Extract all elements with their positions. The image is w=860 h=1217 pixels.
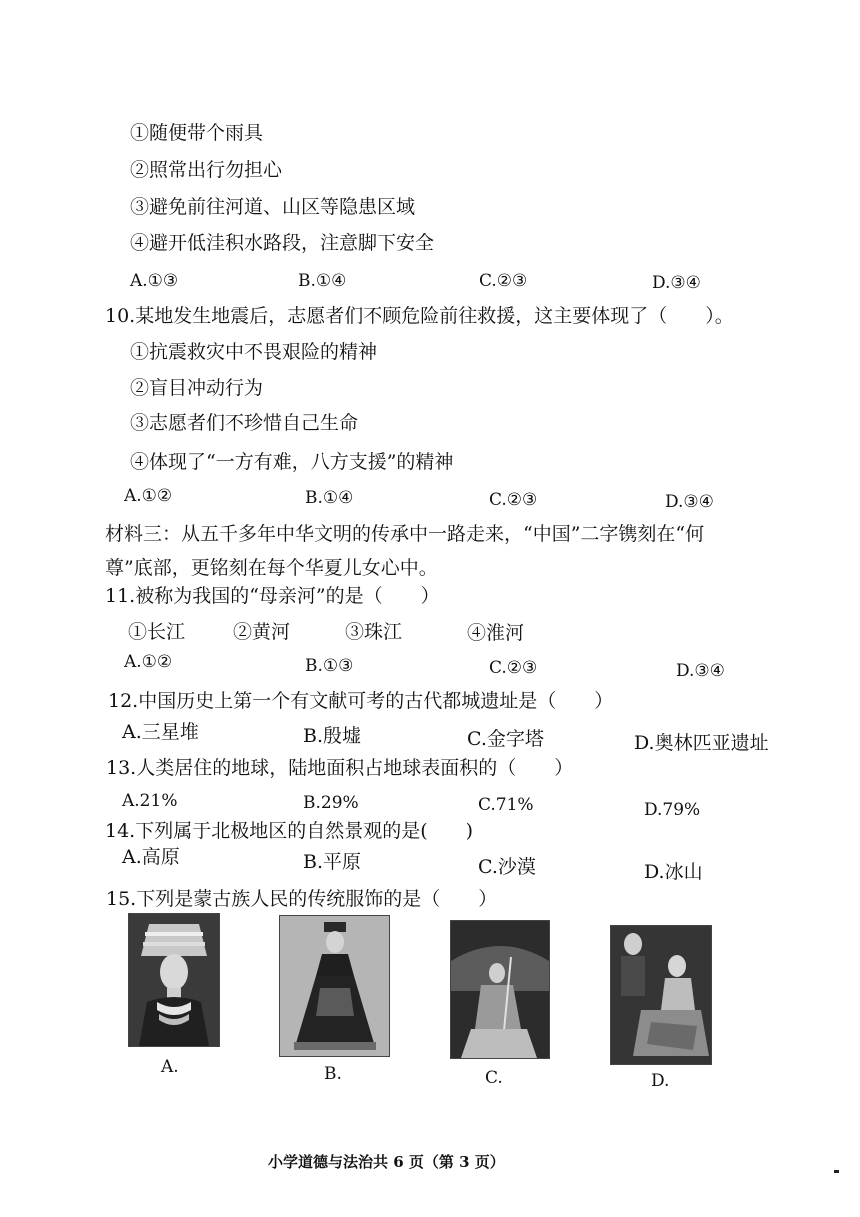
- photo-a-caption: A.: [161, 1057, 179, 1077]
- q10-option-b: B.①④: [305, 488, 354, 508]
- q14-option-b: B.平原: [303, 851, 362, 873]
- scan-mark: [834, 1170, 839, 1173]
- q13-option-c: C.71%: [478, 795, 534, 815]
- q11-option-b: B.①③: [305, 656, 354, 676]
- q11-item-3: ③珠江: [345, 621, 403, 643]
- photo-c-caption: C.: [485, 1068, 503, 1088]
- q9-option-c: C.②③: [479, 271, 528, 291]
- q11-item-4: ④淮河: [467, 622, 525, 644]
- q13-option-a: A.21%: [122, 791, 178, 811]
- q13-option-b: B.29%: [303, 793, 359, 813]
- q9-option-d: D.③④: [652, 273, 701, 293]
- q11-option-a: A.①②: [124, 652, 173, 672]
- q10-item-1: ①抗震救灾中不畏艰险的精神: [130, 341, 378, 363]
- q10-item-3: ③志愿者们不珍惜自己生命: [130, 412, 359, 434]
- q10-item-4: ④体现了“一方有难，八方支援”的精神: [130, 451, 454, 473]
- q11-option-d: D.③④: [676, 661, 725, 681]
- q12-option-a: A.三星堆: [122, 721, 199, 743]
- q14-option-c: C.沙漠: [478, 856, 536, 878]
- q11-stem: 11.被称为我国的“母亲河”的是（ ）: [105, 585, 440, 607]
- q9-item-3: ③避免前往河道、山区等隐患区域: [130, 196, 416, 218]
- q10-option-a: A.①②: [124, 486, 173, 506]
- q10-item-2: ②盲目冲动行为: [130, 377, 264, 399]
- q14-option-d: D.冰山: [644, 861, 703, 883]
- photo-b-costume: [279, 915, 390, 1057]
- q14-stem: 14.下列属于北极地区的自然景观的是( ): [105, 820, 474, 842]
- q12-option-d: D.奥林匹亚遗址: [634, 732, 769, 754]
- q9-item-2: ②照常出行勿担心: [130, 159, 283, 181]
- photo-c-costume: [450, 920, 550, 1059]
- q9-item-4: ④避开低洼积水路段，注意脚下安全: [130, 232, 435, 254]
- q9-option-a: A.①③: [130, 271, 179, 291]
- q10-option-c: C.②③: [489, 490, 538, 510]
- q11-option-c: C.②③: [489, 658, 538, 678]
- material3-line-1: 材料三：从五千多年中华文明的传承中一路走来，“中国”二字镌刻在“何: [105, 523, 705, 545]
- photo-a-costume: [128, 913, 220, 1047]
- q9-item-1: ①随便带个雨具: [130, 122, 264, 144]
- q11-item-2: ②黄河: [233, 621, 291, 643]
- q14-option-a: A.高原: [122, 846, 180, 868]
- page-footer: 小学道德与法治共 6 页（第 3 页）: [268, 1153, 505, 1171]
- q15-stem: 15.下列是蒙古族人民的传统服饰的是（ ）: [106, 888, 498, 910]
- q12-option-c: C.金字塔: [467, 728, 544, 750]
- q13-stem: 13.人类居住的地球，陆地面积占地球表面积的（ ）: [106, 757, 574, 779]
- photo-d-caption: D.: [651, 1071, 670, 1091]
- photo-d-costume: [610, 925, 712, 1065]
- q12-stem: 12.中国历史上第一个有文献可考的古代都城遗址是（ ）: [108, 690, 614, 712]
- q11-item-1: ①长江: [128, 621, 186, 643]
- q9-option-b: B.①④: [298, 271, 347, 291]
- q13-option-d: D.79%: [644, 800, 701, 820]
- photo-b-caption: B.: [324, 1064, 342, 1084]
- q12-option-b: B.殷墟: [303, 725, 362, 747]
- material3-line-2: 尊”底部，更铭刻在每个华夏儿女心中。: [105, 557, 438, 579]
- q10-option-d: D.③④: [665, 492, 714, 512]
- q10-stem: 10.某地发生地震后，志愿者们不顾危险前往救援，这主要体现了（ ）。: [105, 305, 734, 327]
